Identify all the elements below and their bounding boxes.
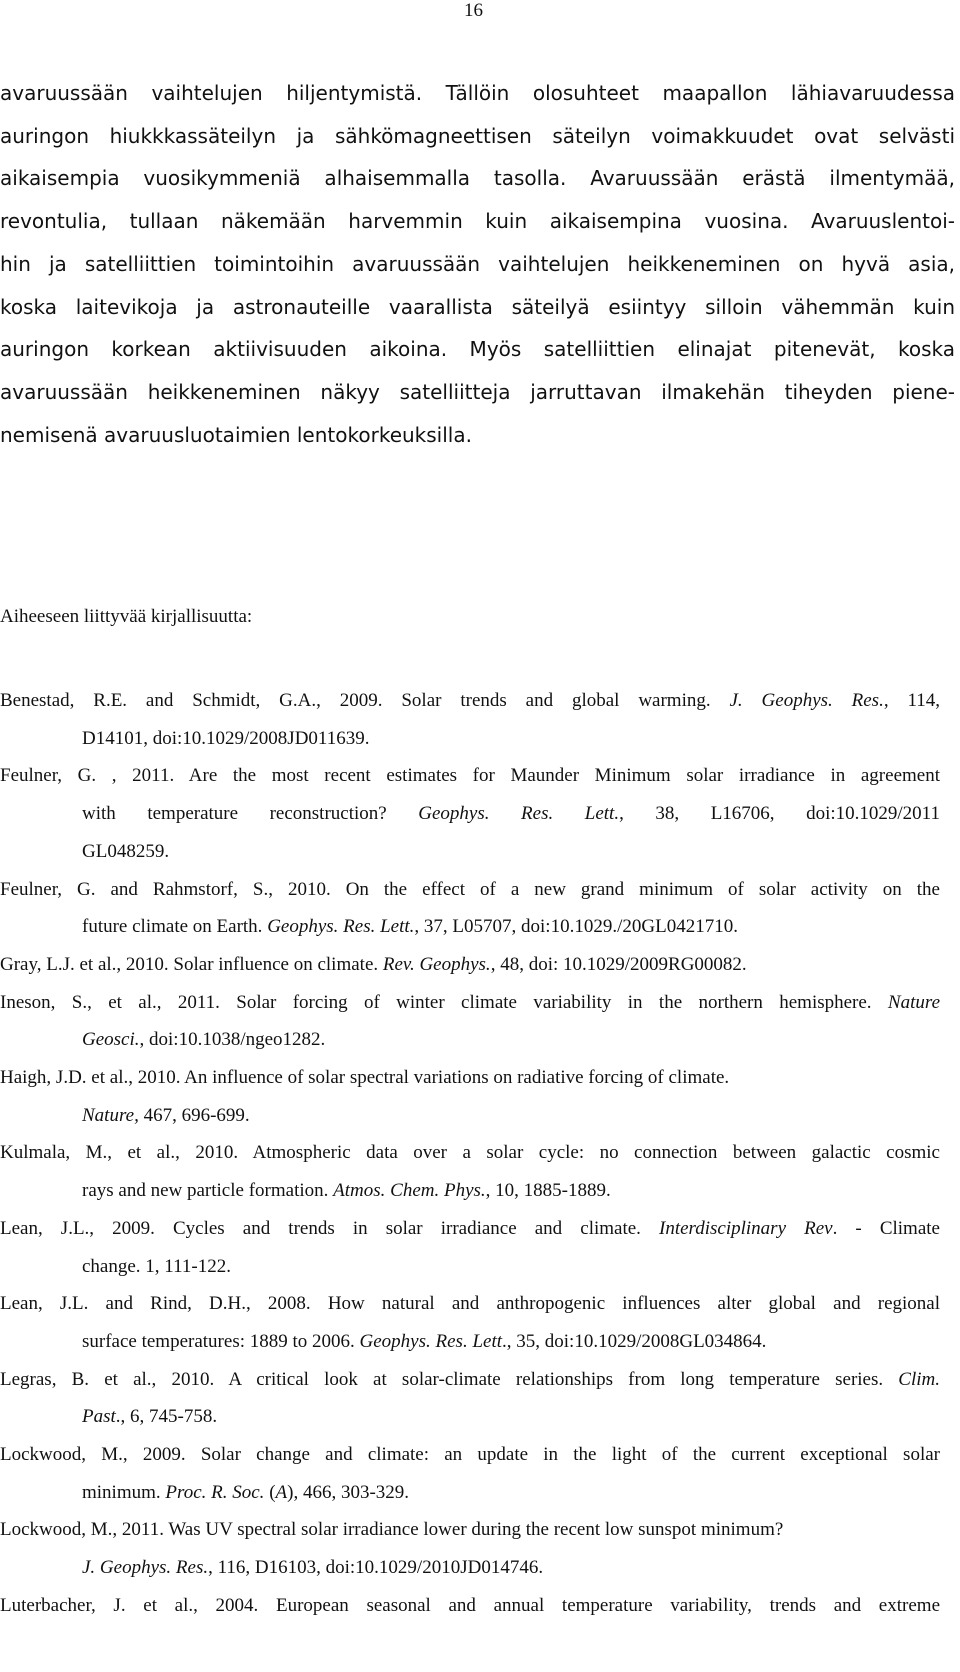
reference-line: Lean, J.L. and Rind, D.H., 2008. How natural and anthropogenic influences alter global and regional (0, 1293, 940, 1315)
reference-line: Feulner, G. , 2011. Are the most recent estimates for Maunder Minimum solar irradiance in agreement (0, 765, 940, 787)
reference-line: surface temperatures: 1889 to 2006. Geophys. Res. Lett., 35, doi:10.1029/2008GL034864. (82, 1330, 767, 1352)
body-line: revontulia, tullaan näkemään harvemmin kuin aikaisempina vuosina. Avaruuslentoi- (0, 209, 955, 234)
reference-line: Legras, B. et al., 2010. A critical look at solar-climate relationships from long temperature series. Clim. (0, 1368, 940, 1390)
reference-line: Haigh, J.D. et al., 2010. An influence of solar spectral variations on radiative forcing of climate. (0, 1067, 730, 1089)
reference-entry (0, 1361, 940, 1436)
references-heading: Aiheeseen liittyvää kirjallisuutta: (0, 606, 253, 627)
reference-line: Gray, L.J. et al., 2010. Solar influence on climate. Rev. Geophys., 48, doi: 10.1029/2009RG00082. (0, 953, 747, 975)
reference-line: Ineson, S., et al., 2011. Solar forcing of winter climate variability in the northern hemisphere. Nature (0, 991, 940, 1013)
reference-list (0, 682, 940, 1625)
reference-entry (0, 871, 940, 946)
reference-entry (0, 946, 940, 984)
reference-line: GL048259. (82, 840, 170, 862)
reference-entry (0, 1436, 940, 1511)
reference-line: future climate on Earth. Geophys. Res. Lett., 37, L05707, doi:10.1029./20GL0421710. (82, 916, 738, 938)
reference-line: Kulmala, M., et al., 2010. Atmospheric data over a solar cycle: no connection between galactic cosmic (0, 1142, 940, 1164)
reference-line: D14101, doi:10.1029/2008JD011639. (82, 727, 370, 749)
reference-line: J. Geophys. Res., 116, D16103, doi:10.1029/2010JD014746. (82, 1557, 544, 1579)
reference-entry (0, 1210, 940, 1285)
reference-line: with temperature reconstruction? Geophys. Res. Lett., 38, L16706, doi:10.1029/2011 (82, 803, 940, 825)
body-line: aikaisempia vuosikymmeniä alhaisemmalla tasolla. Avaruussään erästä ilmentymää, (0, 166, 955, 191)
body-line: auringon hiukkkassäteilyn ja sähkömagneettisen säteilyn voimakkuudet ovat selvästi (0, 123, 955, 148)
body-line: nemisenä avaruusluotaimien lentokorkeuksilla. (0, 422, 472, 447)
reference-line: Luterbacher, J. et al., 2004. European seasonal and annual temperature variability, trends and extreme (0, 1594, 940, 1616)
reference-entry (0, 1285, 940, 1360)
reference-entry (0, 984, 940, 1059)
reference-line: Nature, 467, 696-699. (82, 1104, 250, 1126)
body-line: avaruussään vaihtelujen hiljentymistä. Tällöin olosuhteet maapallon lähiavaruudessa (0, 81, 955, 105)
reference-line: Past., 6, 745-758. (82, 1406, 218, 1428)
reference-line: Geosci., doi:10.1038/ngeo1282. (82, 1029, 326, 1051)
reference-line: Benestad, R.E. and Schmidt, G.A., 2009. Solar trends and global warming. J. Geophys. Res., 114, (0, 690, 940, 711)
body-line: hin ja satelliittien toimintoihin avaruussään vaihtelujen heikkeneminen on hyvä asia, (0, 251, 955, 276)
reference-line: change. 1, 111-122. (82, 1255, 231, 1277)
body-line: koska laitevikoja ja astronauteille vaarallista säteilyä esiintyy silloin vähemmän kuin (0, 294, 955, 319)
reference-entry (0, 682, 940, 757)
body-line: avaruussään heikkeneminen näkyy satelliitteja jarruttavan ilmakehän tiheyden piene- (0, 379, 955, 404)
reference-line: Lockwood, M., 2011. Was UV spectral solar irradiance lower during the recent low sunspot minimum? (0, 1519, 784, 1541)
reference-entry (0, 1587, 940, 1625)
reference-line: rays and new particle formation. Atmos. Chem. Phys., 10, 1885-1889. (82, 1180, 611, 1202)
reference-line: Feulner, G. and Rahmstorf, S., 2010. On the effect of a new grand minimum of solar activity on the (0, 878, 940, 900)
reference-line: Lean, J.L., 2009. Cycles and trends in solar irradiance and climate. Interdisciplinary Rev. - Climate (0, 1217, 940, 1239)
reference-line: minimum. Proc. R. Soc. (A), 466, 303-329. (82, 1481, 410, 1503)
reference-entry (0, 1511, 940, 1586)
reference-line: Lockwood, M., 2009. Solar change and climate: an update in the light of the current exceptional solar (0, 1444, 940, 1466)
reference-entry (0, 1059, 940, 1134)
reference-entry (0, 757, 940, 870)
body-line: auringon korkean aktiivisuuden aikoina. Myös satelliittien elinajat pitenevät, koska (0, 337, 955, 362)
page-number: 16 (464, 0, 483, 21)
body-paragraph (0, 72, 955, 456)
reference-entry (0, 1134, 940, 1209)
